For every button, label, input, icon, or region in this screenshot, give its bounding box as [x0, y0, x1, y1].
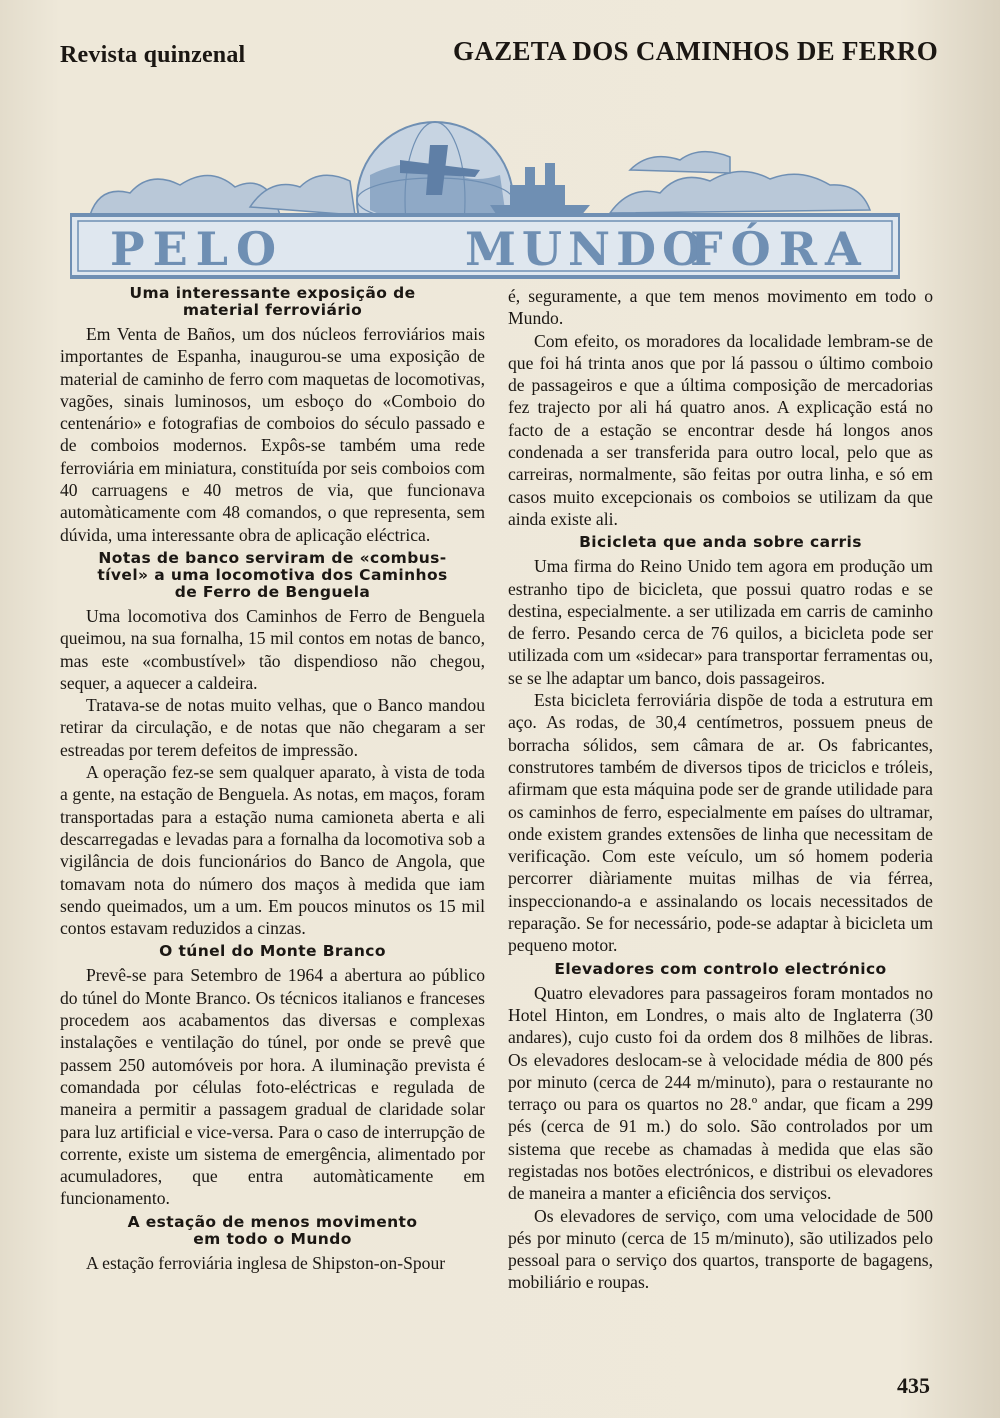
- page-number: 435: [897, 1373, 930, 1398]
- paragraph: Uma locomotiva dos Caminhos de Ferro de Benguela queimou, na sua fornalha, 15 mil contos em notas de banco, mas este «combustível» tão dispendioso não chegou, sequer, a aquecer a caldeira.: [60, 605, 485, 693]
- section-banner: [70, 115, 900, 285]
- paragraph: Tratava-se de notas muito velhas, que o Banco mandou retirar da circulação, e de notas que não chegaram a ser estreadas por terem defeitos de impressão.: [60, 695, 485, 760]
- paragraph: Em Venta de Baños, um dos núcleos ferroviários mais importantes de Espanha, inaugurou-se uma exposição de material de caminho de ferro com maquetas de locomotivas, vagões, sinais luminosos, um esboço do «Comboio do centenário» e fotografias de comboios do século passado e de comboios modernos. Expôs-se também uma rede ferroviária em miniatura, constituída por seis comboios com 40 carruagens e 40 metros de via, que funcionava automàticamente com 48 comandos, o que representa, sem dúvida, uma interessante obra de aplicação eléctrica.: [60, 324, 485, 545]
- banner-word-2: MUNDO: [465, 222, 709, 276]
- paragraph: é, seguramente, a que tem menos movimento em todo o Mundo.: [508, 286, 933, 329]
- paragraph: Os elevadores de serviço, com uma velocidade de 500 pés por minuto (cerca de 15 m/minuto), são utilizados pelo pessoal para o serviço dos quartos, transporte de bagagens, mobiliário e roupas.: [508, 1205, 933, 1293]
- left-column: [60, 285, 485, 1274]
- running-header-right: GAZETA DOS CAMINHOS DE FERRO: [453, 36, 938, 66]
- banner-word-1: PELO: [110, 222, 285, 276]
- running-header-left: Revista quinzenal: [60, 42, 246, 68]
- right-column: [508, 285, 933, 1294]
- paragraph: Prevê-se para Setembro de 1964 a abertura ao público do túnel do Monte Branco. Os técnicos italianos e franceses procedem aos acabamentos das diversas e complexas instalações e ventilação do túnel, por onde se prevê que passem 250 automóveis por hora. A iluminação prevista é comandada por células foto-eléctricas e regulada de maneira a permitir a passagem gradual de claridade solar para luz artificial e vice-versa. Para o caso de interrupção de corrente, existe um sistema de emergência, alimentado por acumuladores, que entra automàticamente em funcionamento.: [60, 965, 485, 1209]
- paragraph: Uma firma do Reino Unido tem agora em produção um estranho tipo de bicicleta, que possui quatro rodas e se destina, especialmente. a ser utilizada em carris de caminho de ferro. Pesando cerca de 76 quilos, a bicicleta pode ser utilizada com um «sidecar» para transportar ferramentas ou, se se lhe adaptar um banco, dois passageiros.: [508, 556, 933, 688]
- section-title: Bicicleta que anda sobre carris: [579, 533, 862, 552]
- paragraph: Esta bicicleta ferroviária dispõe de toda a estrutura em aço. As rodas, de 30,4 centímetros, possuem pneus de borracha sólidos, sem câmara de ar. Os fabricantes, construtores também de diversos tipos de triciclos e tróleis, afirmam que esta máquina pode ser de grande utilidade para os caminhos de ferro, especialmente em países do ultramar, onde existem grandes extensões de linha que necessitam de verificação. Com este veículo, um só homem poderia percorrer diàriamente muitas milhas de via férrea, inspeccionando-a e assinalando os locais necessitados de reparação. Se for necessário, pode-se adaptar à bicicleta um pequeno motor.: [508, 690, 933, 956]
- paragraph: Quatro elevadores para passageiros foram montados no Hotel Hinton, em Londres, o mais alto de Inglaterra (30 andares), cujo custo foi da ordem dos 8 milhões de libras. Os elevadores deslocam-se à velocidade média de 800 pés por minuto (cerca de 244 m/minuto), para o restaurante no terraço ou para os quartos no 28.º andar, que ficam a 299 pés (cerca de 91 m.) do solo. São controlados por um sistema que recebe as chamadas à medida que elas são registadas nos botões electrónicos, e distribui os elevadores de maneira a manter a eficiência dos serviços.: [508, 982, 933, 1204]
- section-title: A estação de menos movimento em todo o Mundo: [127, 1212, 418, 1248]
- banner-word-3: FÓRA: [690, 222, 869, 276]
- paragraph: A operação fez-se sem qualquer aparato, à vista de toda a gente, na estação de Benguela. As notas, em maços, foram transportadas para a estação numa camioneta aberta e ali descarregadas e levadas para a fornalha da locomotiva sob a vigilância de dois funcionários do Banco de Angola, que tomavam nota do número dos maços à medida que iam sendo queimados, um a um. Em poucos minutos os 15 mil contos estavam reduzidos a cinzas.: [60, 762, 485, 939]
- section-title: O túnel do Monte Branco: [159, 942, 386, 961]
- section-title: Elevadores com controlo electrónico: [554, 959, 887, 978]
- section-title: Notas de banco serviram de «combus- tível» a uma locomotiva dos Caminhos de Ferro de Benguela: [97, 548, 448, 601]
- paragraph: Com efeito, os moradores da localidade lembram-se de que foi há trinta anos que por lá passou o último comboio de passageiros e que a última composição de mercadorias fez trajecto por ali há quatro anos. A explicação está no facto de a estação se encontrar desde há longos anos condenada a ser transferida para outro local, pelo que as carreiras, normalmente, são feitas por outra linha, e só em casos muito excepcionais os comboios se utilizam da que ainda existe ali.: [508, 330, 933, 529]
- section-title: Uma interessante exposição de material ferroviário: [129, 284, 416, 319]
- paragraph: A estação ferroviária inglesa de Shipston-on-Spour: [86, 1252, 446, 1273]
